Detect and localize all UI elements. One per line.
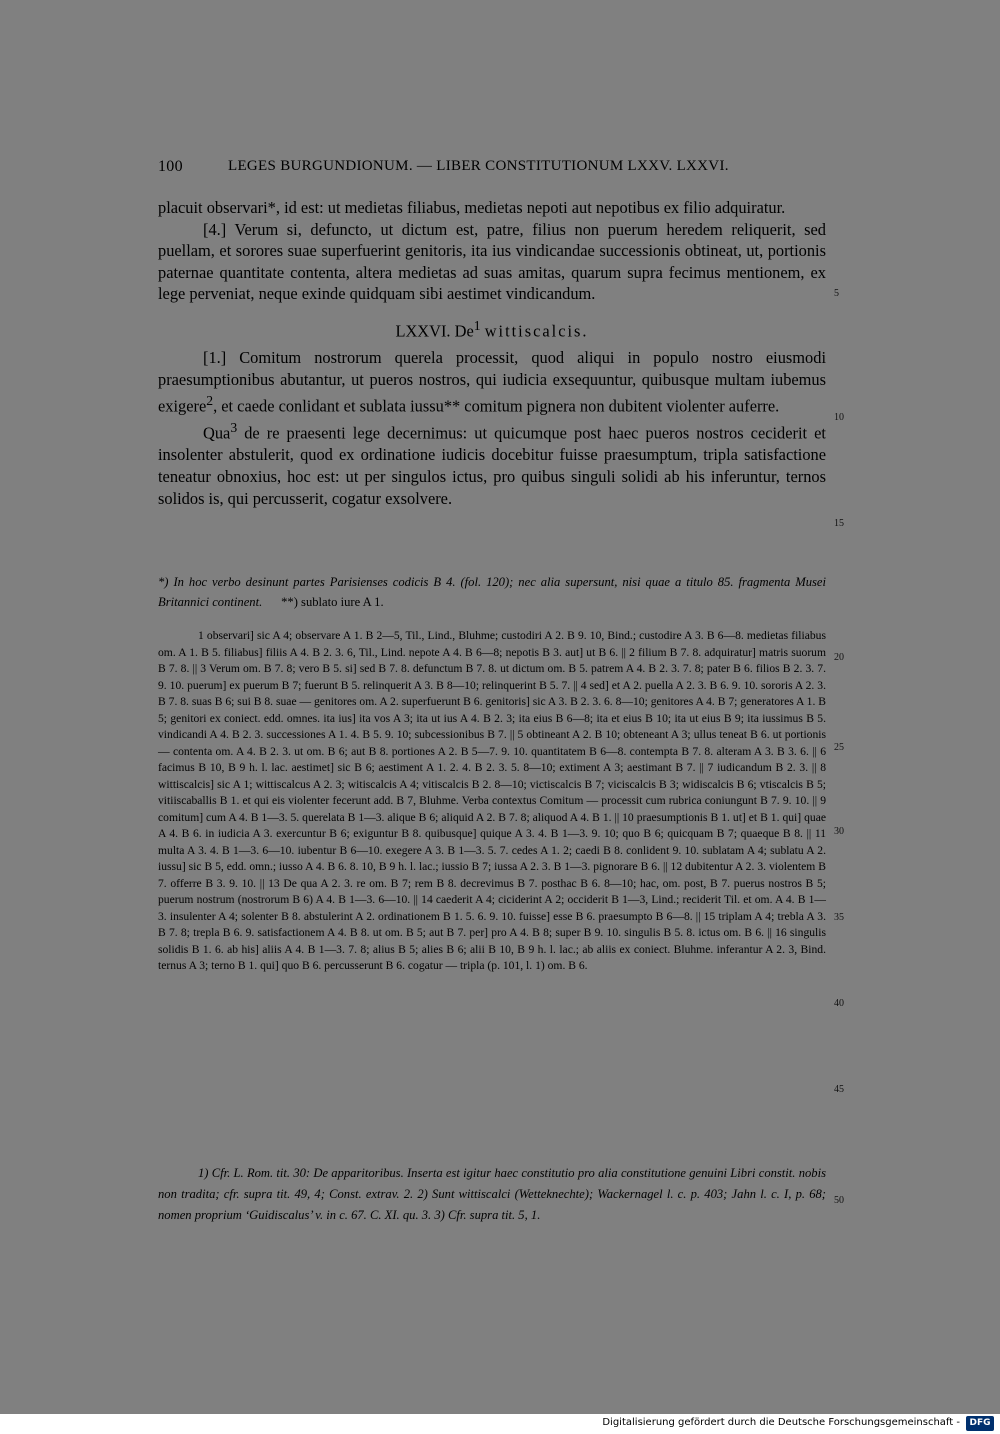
heading-footnote-ref: 1 bbox=[473, 317, 481, 333]
heading-title: wittiscalcis. bbox=[484, 321, 589, 341]
margin-line-number: 10 bbox=[834, 412, 844, 423]
section-heading bbox=[158, 315, 826, 342]
critical-apparatus bbox=[158, 628, 826, 975]
paragraph-section-4: [4.] Verum si, defuncto, ut dictum est, patre, filius non puerum heredem reliquerit, sed puellam, et sorores suae superfuerint genitoris, ita ius vindicandae successionis obtineat, ut, portionis paternae quantitate contenta, altera medietas ad suas amitas, quarum supra fecimus mentionem, ex lege perveniat, neque exinde quidquam sibi aestimet vindicandum. bbox=[158, 219, 826, 304]
apparatus-text: 1 observari] sic A 4; observare A 1. B 2—5, Til., Lind., Bluhme; custodiri A 2. B 9. 10, Bind.; custodire A 3. B 6—8. medietas filiabus om. A 1. B 5. filiabus] filiis A 4. B 2. 3. 6, Til., Lind. nepote A 4. B 6—8; nepotis B 3. aut] ut B 6. || 2 filium B 7. 8. adquiratur] matris suorum B 7. 8. || 3 Verum om. B 7. 8; vero B 5. si] sed B 7. 8. defunctum B 7. 8. ut dictum om. B 5. patrem A 4. B 2. 3. 7. 8; pater B 6. filios B 2. 3. 7. 9. 10. puerum] ex puerum B 7; fuerunt B 5. relinquerit A 3. B 8—10; relinquerint B 5. 7. || 4 sed] et A 2. puella A 2. 3. B 6. 9. 10. sororis A 2. 3. B 7. 8. suas B 6; sui B 8. suae — genitores om. A 2. superfuerunt B 6. genitoris] sic A 3. B 2. 3. 6. 8—10; genitores A 4. B 7; generatores A 1. B 5; genitori ex coniect. edd. omnes. ita ius] ita vos A 3; ita ut ius A 4. B 2. 3; ita eius B 6—8; ita et eius B 10; ita ut eius B 9; ita iussimus B 5. vindicandi A 4. B 2. 3. successiones A 1. 4. B 5. 9. 10; subcessionibus B 7. || 5 obtineant A 2. B 10; obteneant A 3; ullus teneat B 6. ut portionis — contenta om. A 4. B 2. 3. ut om. B 6; aut B 8. portiones A 2. B 5—7. 9. 10. quantitatem B 6—8. contempta B 7. 8. alteram A 3. B 3. 6. || 6 facimus B 10, B 9 h. l. lac. aestimet] sic B 6; aestiment A 1. 2. 4. B 2. 3. 5. 8—10; extiment A 3; aestimant B 7. || 7 iudicandum B 2. 3. || 8 wittiscalcis] sic A 1; wittiscalcus A 2. 3; witiscalcis A 4; vitiscalcis B 2. 8—10; victiscalcis B 7; viciscalcis B 3; widiscalcis B 6; vtiscalcis B 5; vitiiscaballis B 1. et qui eis violenter fecerunt add. B 7, Bluhme. Verba contextus Comitum — processit cum rubrica coniungunt B 7. 9. 10. || 9 comitum] cum A 4. B 1—3. 5. querelata B 1—3. alique B 6; aliquid A 2. B 7. 8; aliquod A 4. B 1. || 10 praesumptionis B 1. ut] et B 1. qui] quae A 4. B 6. in iudicia A 3. exercuntur B 6; exiguntur B 8. quibusque] quique A 3. 4. B 1—3. 9. 10; quo B 6; quicquam B 7; quaeque B 8. || 11 multa A 3. 4. B 1—3. 6—10. iubentur B 6—10. exegere A 3. B 1—3. 5. 7. cedes A 1. 2; caedi B 8. conlident 9. 10. sublatam A 4; sublatu A 2. iussu] sic B 5, edd. omn.; iusso A 4. B 6. 8. 10, B 9 h. l. lac.; iussio B 7; iussa A 2. 3. B 1—3. pignorare B 6. || 12 dubitentur A 2. 3. violentem B 7. offerre B 3. 9. 10. || 13 De qua A 2. 3. re om. B 7; rem B 8. decrevimus B 7. posthac B 6. 8—10; hac, om. post, B 7. puerus nostros B 5; puerum nostrum (nostrorum B 6) A 4. B 1—3. 6—10. || 14 caederit A 4; ciciderint A 2; occiderit B 1—3, Lind.; reciderit Til. et om. A 4. B 1—3. insulenter A 4; solenter B 8. abstulerint A 2. ordinationem B 1. 5. 6. 9. 10. fuisse] esse B 6. praesumpto B 6—8. || 15 triplam A 4; trebla A 3. B 7. 8; trepla B 6. 9. satisfactionem A 4. B 8. ut om. B 5; aut B 7. per] pro A 4. B 8; super B 9. 10. singulis B 5. 8. ictus om. B 6. || 16 singulis solidis B 1. 6. ab his] aliis A 4. B 1—3. 7. 8; alius B 5; alies B 6; alii B 10, B 9 h. l. lac.; ab aliis ex coniect. Bluhme. inferantur A 2. 3, Bind. ternus A 3; terno B 1. qui] quo B 6. percusserunt B 6. cogatur — tripla (p. 101, l. 1) om. B 6. bbox=[158, 629, 826, 972]
asterisk-note-2: **) sublato iure A 1. bbox=[281, 595, 384, 609]
asterisk-notes bbox=[158, 572, 826, 612]
paragraph-section-1-text-b: , et caede conlidant et sublata iussu** comitum pignera non dubitent violenter auferre. bbox=[213, 396, 780, 416]
page-header bbox=[158, 158, 818, 182]
asterisk-note-1: *) In hoc verbo desinunt partes Parisienses codicis B 4. (fol. 120); nec alia supersunt, nisi quae a titulo 85. fragmenta Musei Britannici continent. bbox=[158, 575, 826, 609]
footnote-ref-3: 3 bbox=[230, 420, 238, 436]
margin-line-number: 45 bbox=[834, 1084, 844, 1095]
margin-line-number: 50 bbox=[834, 1195, 844, 1206]
paragraph-continuation: placuit observari*, id est: ut medietas filiabus, medietas nepoti aut nepotibus ex filio adquiratur. bbox=[158, 198, 786, 217]
margin-line-number: 15 bbox=[834, 518, 844, 529]
margin-line-number: 30 bbox=[834, 826, 844, 837]
dfg-logo-icon: DFG bbox=[966, 1416, 994, 1431]
margin-line-number: 5 bbox=[834, 288, 839, 299]
footnote-ref-2: 2 bbox=[206, 393, 214, 409]
paragraph-section-1-text-a: [1.] Comitum nostrorum querela processit, quod aliqui in populo nostro eiusmodi praesumptionibus abutantur, ut pueros nostros, qui iudicia exsequuntur, quibusque multam iubemus exigere bbox=[158, 348, 826, 416]
paragraph-section-1 bbox=[158, 347, 826, 417]
margin-line-number: 25 bbox=[834, 742, 844, 753]
footnotes-text: 1) Cfr. L. Rom. tit. 30: De apparitoribus. Inserta est igitur haec constitutio pro alia constitutione genuini Libri constit. nobis non tradita; cfr. supra tit. 49, 4; Const. extrav. 2. 2) Sunt wittiscalci (Wetteknechte); Wackernagel l. c. p. 403; Jahn l. c. I, p. 68; nomen proprium ‘Guidiscalus’ v. in c. 67. C. XI. qu. 3. 3) Cfr. supra tit. 5, 1. bbox=[158, 1166, 826, 1222]
paragraph-decree bbox=[158, 417, 826, 509]
funding-notice: Digitalisierung gefördert durch die Deutsche Forschungsgemeinschaft - bbox=[602, 1417, 960, 1428]
page-number: 100 bbox=[158, 158, 183, 175]
paragraph-decree-text-a: Qua bbox=[203, 423, 231, 443]
heading-number: LXXVI. De bbox=[395, 321, 474, 341]
main-text bbox=[158, 197, 826, 509]
paragraph-decree-text-b: de re praesenti lege decernimus: ut quicumque post haec pueros nostros ceciderit et insolenter abstulerit, quod ex ordinatione iudicis docebitur fuisse praesumptum, tripla satisfactione teneatur obnoxius, hoc est: ut per singulos ictus, pro quibus singuli solidi ab his inferuntur, ternos solidos is, qui percusserit, cogatur exsolvere. bbox=[158, 423, 826, 508]
margin-line-number: 35 bbox=[834, 912, 844, 923]
funding-bar bbox=[0, 1414, 1000, 1434]
margin-line-number: 20 bbox=[834, 652, 844, 663]
running-title: LEGES BURGUNDIONUM. — LIBER CONSTITUTIONUM LXXV. LXXVI. bbox=[228, 158, 729, 174]
footnotes bbox=[158, 1163, 826, 1226]
margin-line-number: 40 bbox=[834, 998, 844, 1009]
